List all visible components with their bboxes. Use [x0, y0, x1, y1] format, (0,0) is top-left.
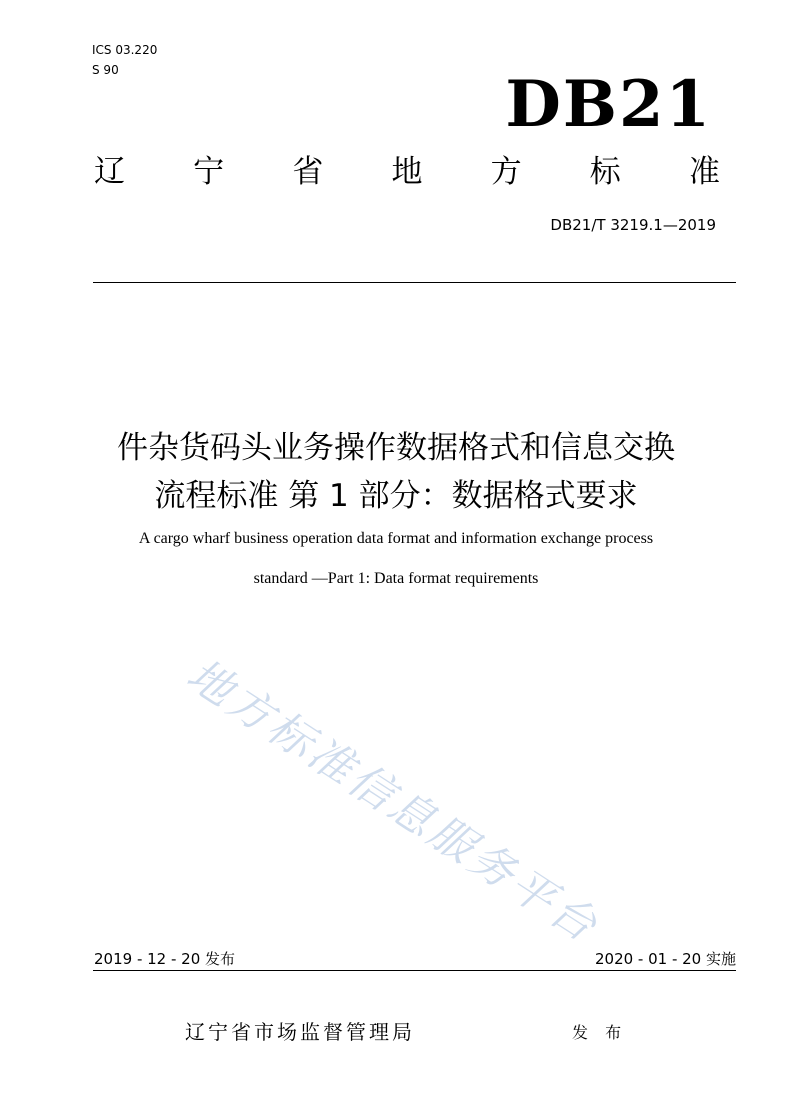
- publish-label: 发 布: [572, 1023, 628, 1042]
- classification-codes: [92, 40, 157, 80]
- implement-date: 2020 - 01 - 20 实施: [594, 950, 736, 968]
- bottom-divider: [93, 970, 736, 971]
- standard-prefix-logo: DB21: [505, 67, 712, 142]
- class-code: S 90: [92, 63, 119, 77]
- standard-type-char: 地: [391, 154, 423, 190]
- standard-type-heading: [94, 152, 720, 192]
- watermark: 地方标准信息服务平台: [177, 649, 609, 954]
- issue-date: 2019 - 12 - 20 发布: [94, 950, 236, 968]
- standard-number: DB21/T 3219.1—2019: [550, 216, 716, 234]
- standard-type-char: 方: [490, 154, 522, 190]
- standard-type-char: 标: [589, 154, 621, 190]
- title-en-line1: A cargo wharf business operation data format and information exchange process: [138, 530, 654, 547]
- standard-type-char: 准: [688, 154, 720, 190]
- standard-type-char: 省: [292, 154, 324, 190]
- title-zh-line1: 件杂货码头业务操作数据格式和信息交换: [117, 430, 675, 466]
- top-divider: [93, 282, 736, 283]
- title-en-line2: standard —Part 1: Data format requirements: [253, 570, 539, 587]
- standard-type-char: 辽: [94, 154, 125, 190]
- issuer: 辽宁省市场监督管理局: [185, 1020, 415, 1044]
- standard-type-char: 宁: [193, 154, 225, 190]
- ics-code: ICS 03.220: [92, 43, 158, 57]
- title-zh-line2: 流程标准 第 1 部分：数据格式要求: [154, 478, 638, 514]
